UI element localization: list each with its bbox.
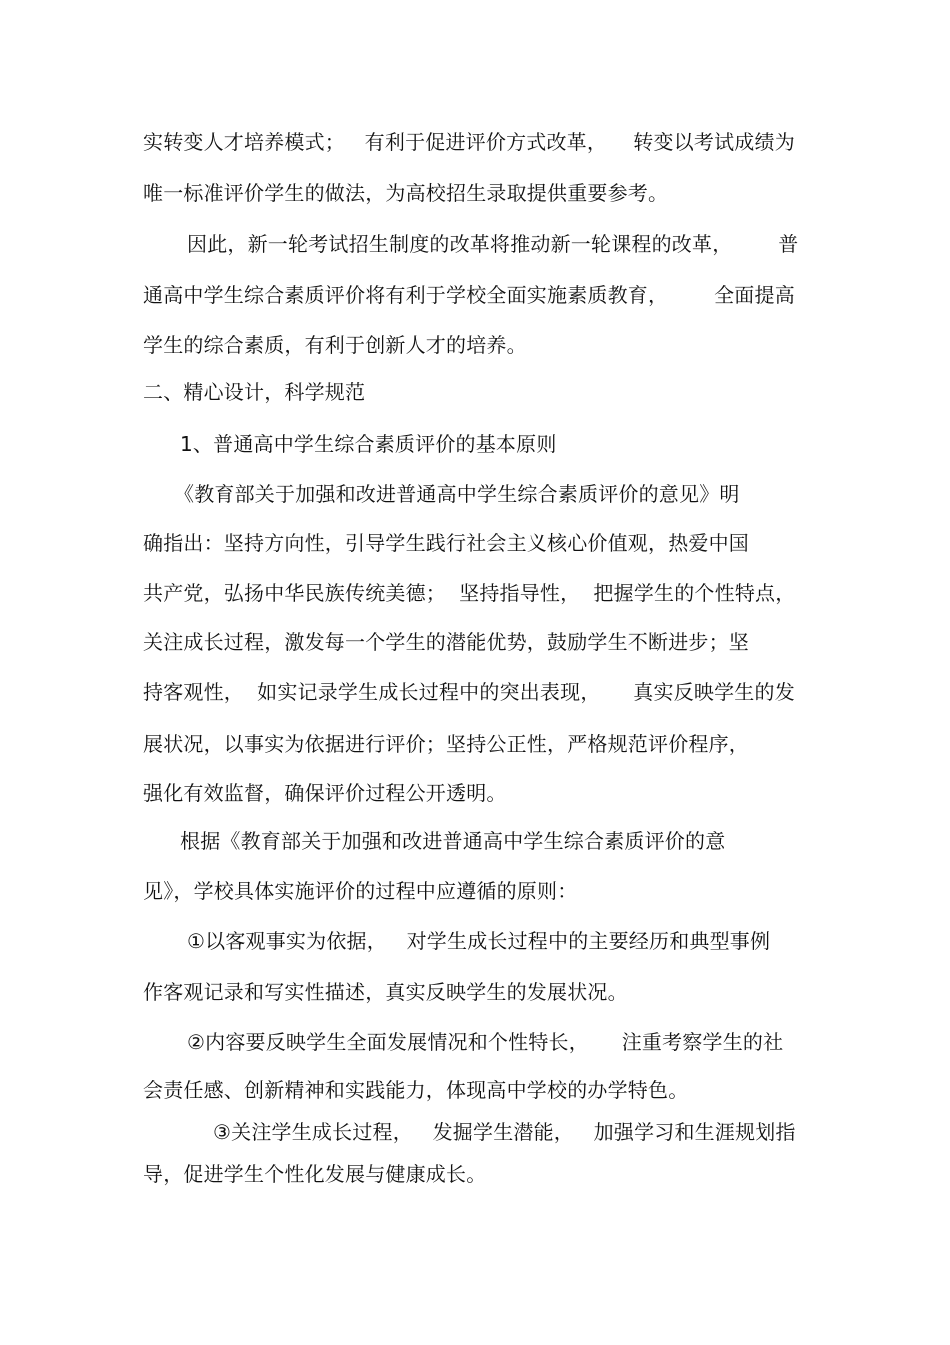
body-text-line: 导，促进学生个性化发展与健康成长。 (143, 1162, 487, 1186)
body-text-line: 持客观性， 如实记录学生成长过程中的突出表现， 真实反映学生的发 (143, 680, 795, 704)
body-text-line: 根据《教育部关于加强和改进普通高中学生综合素质评价的意 (180, 829, 726, 853)
body-text-line: 学生的综合素质，有利于创新人才的培养。 (143, 333, 527, 357)
section-heading: 二、精心设计，科学规范 (143, 380, 366, 404)
body-text-line: 唯一标准评价学生的做法，为高校招生录取提供重要参考。 (143, 181, 669, 205)
body-text-line: 《教育部关于加强和改进普通高中学生综合素质评价的意见》明 (174, 482, 740, 506)
list-item: ③关注学生成长过程， 发掘学生潜能， 加强学习和生涯规划指 (213, 1120, 796, 1144)
body-text-line: 因此，新一轮考试招生制度的改革将推动新一轮课程的改革， 普 (187, 232, 799, 256)
subsection-heading: 1、普通高中学生综合素质评价的基本原则 (180, 432, 557, 456)
list-item: ①以客观事实为依据， 对学生成长过程中的主要经历和典型事例 (187, 929, 771, 953)
body-text-line: 实转变人才培养模式； 有利于促进评价方式改革， 转变以考试成绩为 (143, 130, 795, 154)
body-text-line: 会责任感、创新精神和实践能力，体现高中学校的办学特色。 (143, 1078, 689, 1102)
body-text-line: 关注成长过程，激发每一个学生的潜能优势，鼓励学生不断进步；坚 (143, 630, 749, 654)
list-item: ②内容要反映学生全面发展情况和个性特长， 注重考察学生的社 (187, 1030, 784, 1054)
body-text-line: 见》，学校具体实施评价的过程中应遵循的原则： (143, 879, 578, 903)
body-text-line: 展状况，以事实为依据进行评价；坚持公正性，严格规范评价程序， (143, 732, 749, 756)
body-text-line: 作客观记录和写实性描述，真实反映学生的发展状况。 (143, 980, 628, 1004)
body-text-line: 通高中学生综合素质评价将有利于学校全面实施素质教育， 全面提高 (143, 283, 795, 307)
body-text-line: 确指出：坚持方向性，引导学生践行社会主义核心价值观，热爱中国 (143, 531, 749, 555)
body-text-line: 共产党，弘扬中华民族传统美德； 坚持指导性， 把握学生的个性特点， (143, 581, 796, 605)
body-text-line: 强化有效监督，确保评价过程公开透明。 (143, 781, 507, 805)
